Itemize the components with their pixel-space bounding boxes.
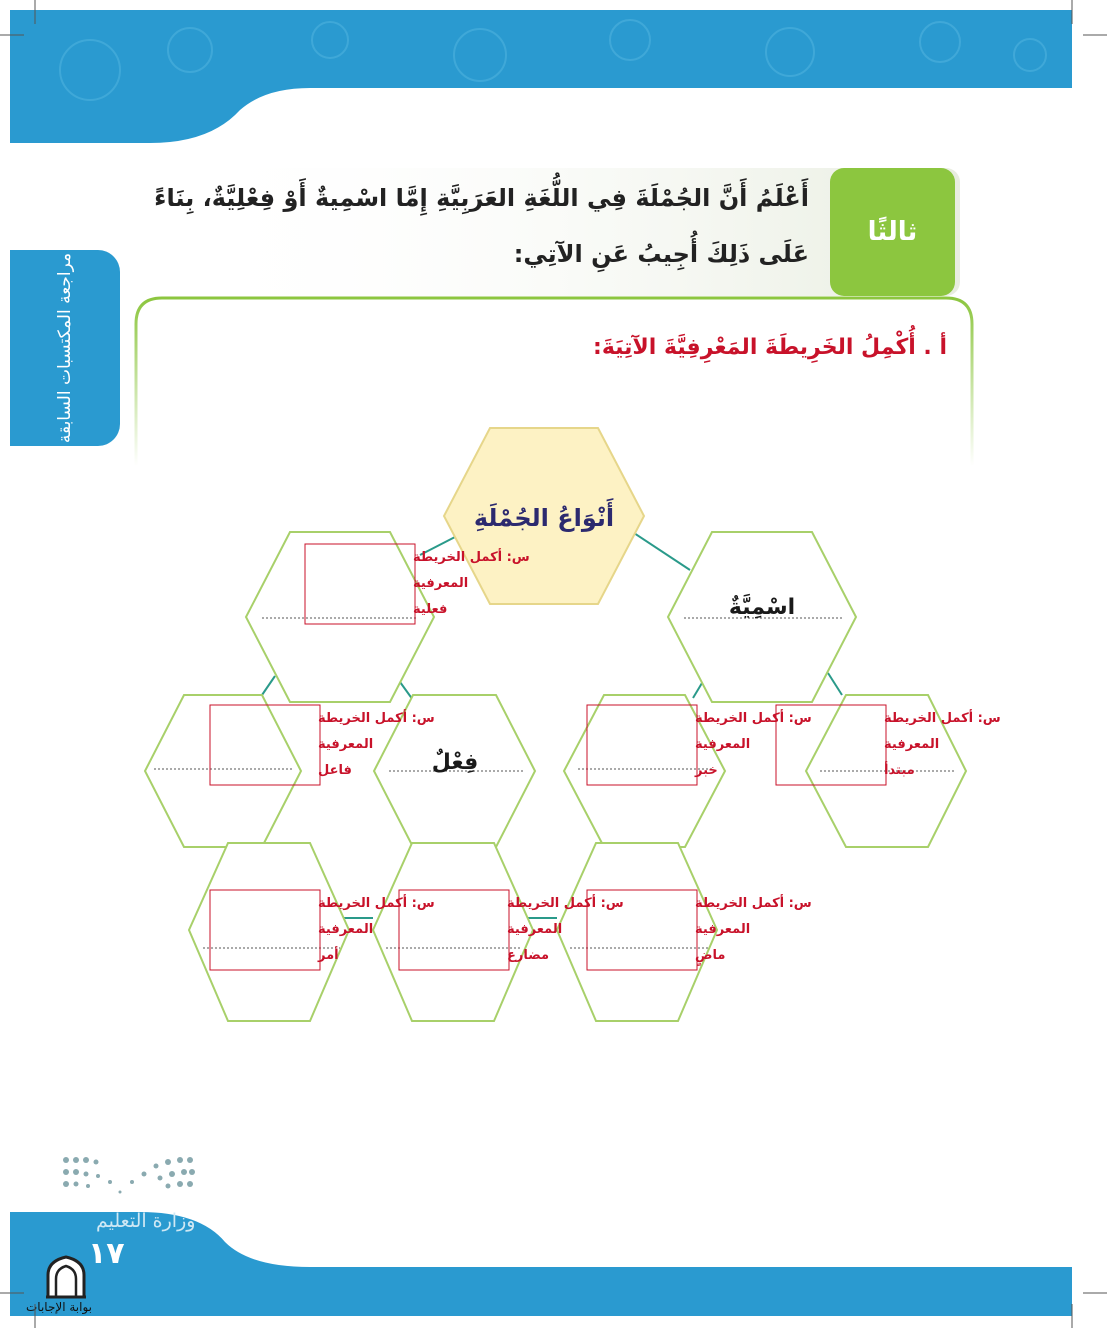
section-badge: ثالثًا [830,168,955,296]
answer-topic: مبتدأ [884,763,915,778]
answer-predicate: خبر [695,763,718,778]
answer-past: ماضٍ [695,948,726,963]
hex-verb-label: فِعْلٌ [431,750,479,775]
answer-prefix-6: س: أكمل الخريطة [507,896,624,911]
answer-imperative: أمر [318,948,339,963]
answer-verbal-sentence: فعلية [413,602,448,617]
answer-word-3: المعرفية [695,737,751,752]
ministry-label: وزارة التعليم [96,1210,196,1232]
answer-prefix-2: س: أكمل الخريطة [318,711,435,726]
answer-word-7: المعرفية [695,922,751,937]
answer-prefix-7: س: أكمل الخريطة [695,896,812,911]
answer-prefix-3: س: أكمل الخريطة [695,711,812,726]
answer-word-5: المعرفية [318,922,374,937]
hex-nominal-label: اسْمِيَّةٌ [728,595,796,620]
answer-present: مضارع [507,948,550,963]
portal-label: بوابة الإجابات [26,1300,93,1314]
task-heading: أ . أُكْمِلُ الخَرِيطَةَ المَعْرِفِيَّةَ الآتِيَةَ: [593,335,947,360]
answer-word-1: المعرفية [413,576,469,591]
answer-prefix-4: س: أكمل الخريطة [884,711,1001,726]
answer-prefix-1: س: أكمل الخريطة [413,550,530,565]
intro-text-line-1: أَعْلَمُ أَنَّ الجُمْلَةَ فِي اللُّغَةِ العَرَبِيَّةِ إِمَّا اسْمِيةٌ أَوْ فِعْلِيَّةٌ، بِنَاءً [154,184,809,212]
answer-subject: فاعل [318,763,352,778]
intro-text-line-2: عَلَى ذَلِكَ أُجِيبُ عَنِ الآتِي: [513,240,809,268]
answer-word-2: المعرفية [318,737,374,752]
answer-word-4: المعرفية [884,737,940,752]
answer-word-6: المعرفية [507,922,563,937]
side-tab-label: مراجعة المكتسبات السابقة [55,252,76,444]
page-number: ١٧ [88,1236,125,1271]
answer-prefix-5: س: أكمل الخريطة [318,896,435,911]
hex-center-label: أَنْوَاعُ الجُمْلَةِ [473,504,615,532]
